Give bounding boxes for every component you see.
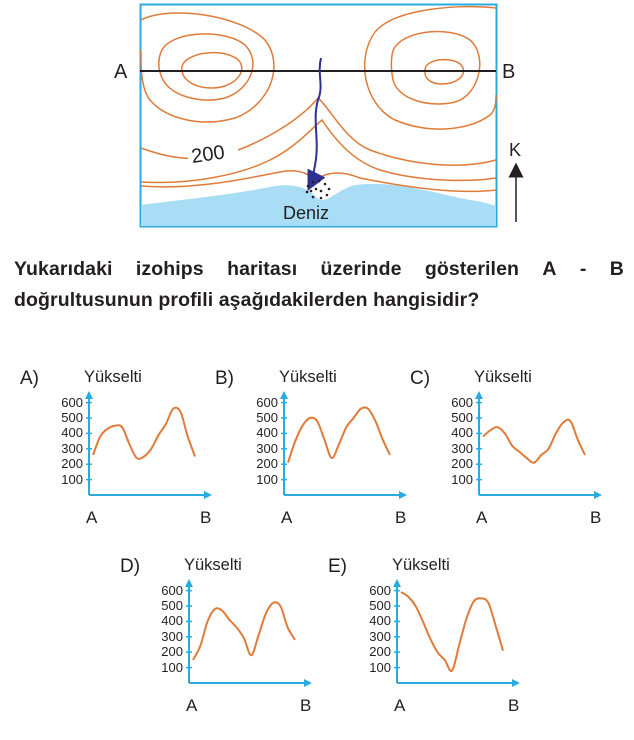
map-label-a: A — [114, 61, 128, 83]
y-tick-label: 300 — [161, 628, 183, 644]
y-tick-label: 600 — [451, 394, 473, 410]
y-axis-arrow — [475, 391, 483, 399]
y-tick-label: 200 — [369, 644, 391, 660]
map-label-b: B — [502, 61, 516, 83]
profile-end-label: B — [300, 696, 312, 715]
y-tick-label: 100 — [161, 659, 183, 675]
y-tick-label: 100 — [369, 659, 391, 675]
profile-line — [483, 420, 585, 463]
y-tick-label: 500 — [256, 410, 278, 425]
profile-start-label: A — [281, 508, 293, 527]
contour-label-200: 200 — [189, 141, 227, 168]
option-e[interactable] — [328, 553, 528, 723]
option-letter: D) — [120, 556, 141, 577]
question-word: üzerinde — [320, 258, 402, 280]
profile-end-label: B — [508, 696, 520, 715]
option-letter: E) — [328, 556, 347, 577]
question-word: izohips — [135, 258, 204, 280]
y-tick-label: 500 — [451, 410, 473, 425]
y-tick-label: 500 — [61, 410, 83, 425]
option-d[interactable] — [120, 553, 320, 723]
y-tick-label: 200 — [451, 456, 473, 472]
y-tick-label: 200 — [161, 644, 183, 660]
option-b[interactable] — [215, 365, 415, 535]
profile-end-label: B — [200, 508, 212, 527]
y-axis-arrow — [185, 579, 193, 587]
y-tick-label: 200 — [61, 456, 83, 472]
y-tick-label: 100 — [256, 471, 278, 487]
y-tick-label: 400 — [161, 613, 183, 629]
profile-line — [288, 407, 390, 462]
y-tick-label: 300 — [256, 440, 278, 456]
y-axis-title: Yükselti — [392, 556, 450, 574]
option-a[interactable] — [20, 365, 220, 535]
option-c[interactable] — [410, 365, 610, 535]
option-letter: A) — [20, 368, 39, 389]
profile-line — [401, 592, 503, 671]
x-axis-arrow — [304, 679, 312, 687]
y-tick-label: 600 — [369, 582, 391, 598]
question-word: haritası — [227, 258, 298, 280]
y-tick-label: 300 — [369, 628, 391, 644]
y-tick-label: 400 — [369, 613, 391, 629]
y-axis-title: Yükselti — [474, 368, 532, 386]
y-axis-arrow — [393, 579, 401, 587]
map-frame — [141, 5, 497, 227]
x-axis-arrow — [204, 491, 212, 499]
y-tick-label: 500 — [369, 598, 391, 613]
x-axis-arrow — [512, 679, 520, 687]
x-axis-arrow — [594, 491, 602, 499]
y-tick-label: 600 — [256, 394, 278, 410]
question-word: A — [542, 258, 557, 280]
y-tick-label: 100 — [61, 471, 83, 487]
y-axis-arrow — [85, 391, 93, 399]
question-line-1 — [14, 254, 624, 285]
y-tick-label: 600 — [161, 582, 183, 598]
y-tick-label: 400 — [451, 425, 473, 441]
y-tick-label: 100 — [451, 471, 473, 487]
y-axis-title: Yükselti — [184, 556, 242, 574]
profile-start-label: A — [86, 508, 98, 527]
profile-line — [93, 408, 195, 459]
isohypse-map — [0, 0, 634, 240]
option-letter: B) — [215, 368, 234, 389]
x-axis-arrow — [399, 491, 407, 499]
profile-start-label: A — [476, 508, 488, 527]
y-tick-label: 400 — [256, 425, 278, 441]
north-label: K — [509, 140, 522, 160]
y-tick-label: 300 — [61, 440, 83, 456]
profile-start-label: A — [394, 696, 406, 715]
question-word: B — [609, 258, 624, 280]
profile-end-label: B — [395, 508, 407, 527]
question-word: Yukarıdaki — [14, 258, 113, 280]
question-word: gösterilen — [424, 258, 520, 280]
option-letter: C) — [410, 368, 431, 389]
y-tick-label: 200 — [256, 456, 278, 472]
question-word: - — [579, 258, 587, 280]
y-axis-arrow — [280, 391, 288, 399]
y-tick-label: 500 — [161, 598, 183, 613]
profile-line — [193, 602, 295, 660]
profile-end-label: B — [590, 508, 602, 527]
y-tick-label: 400 — [61, 425, 83, 441]
y-axis-title: Yükselti — [279, 368, 337, 386]
question-text — [14, 254, 624, 316]
question-line-2: doğrultusunun profili aşağıdakilerden hangisidir? — [14, 289, 480, 311]
y-axis-title: Yükselti — [84, 368, 142, 386]
y-tick-label: 300 — [451, 440, 473, 456]
y-tick-label: 600 — [61, 394, 83, 410]
sea-label: Deniz — [283, 203, 330, 223]
profile-start-label: A — [186, 696, 198, 715]
